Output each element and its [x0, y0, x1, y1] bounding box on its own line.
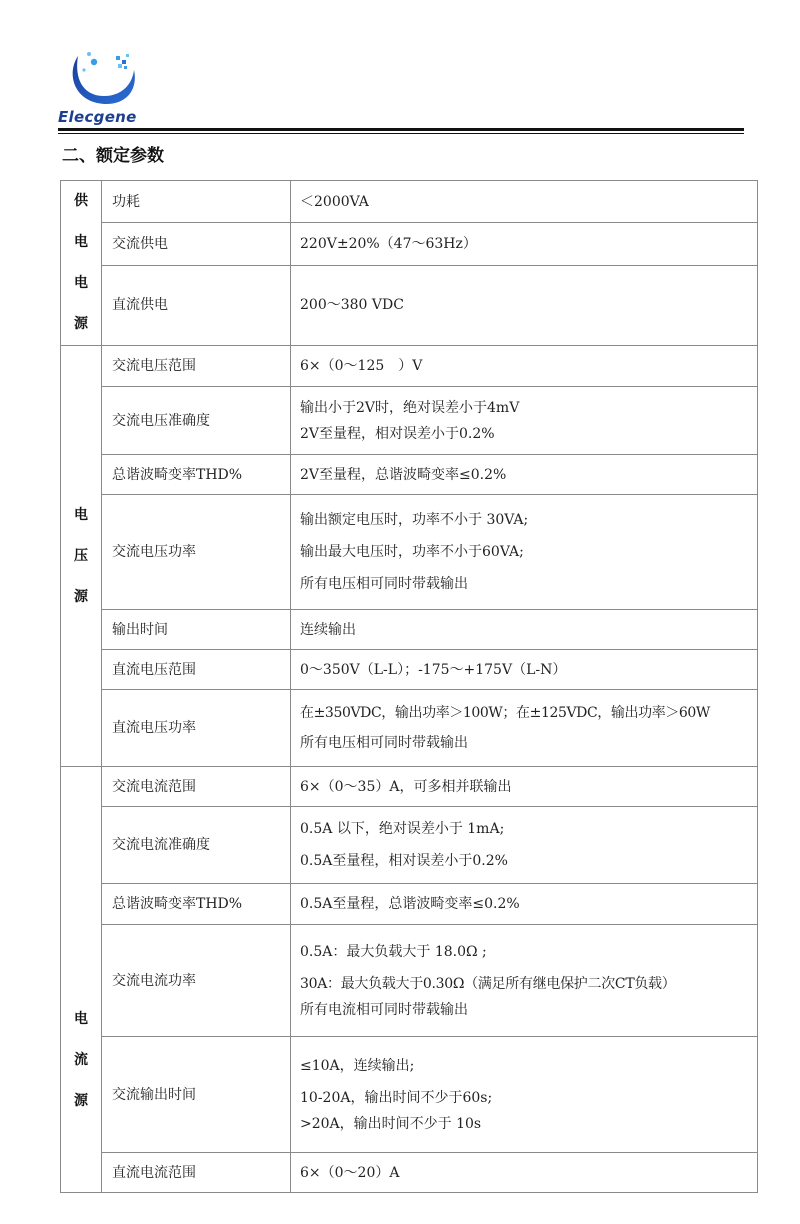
table-row	[61, 387, 758, 455]
param-name: 直流电流范围	[102, 1153, 291, 1193]
table-row	[61, 1153, 758, 1193]
company-logo	[58, 46, 158, 128]
group-current-source: 电 流 源	[61, 767, 102, 1193]
group-power-supply: 供 电 电 源	[61, 181, 102, 346]
group-voltage-source: 电 压 源	[61, 346, 102, 767]
param-name: 交流电流准确度	[102, 807, 291, 884]
param-value: 6×（0～20）A	[291, 1153, 758, 1193]
param-name: 直流供电	[102, 265, 291, 345]
param-value: 220V±20%（47～63Hz）	[291, 223, 758, 265]
param-value: 6×（0～125 ）V	[291, 346, 758, 387]
param-name: 直流电压功率	[102, 690, 291, 767]
param-value: 6×（0～35）A，可多相并联输出	[291, 767, 758, 807]
param-value: ＜2000VA	[291, 181, 758, 223]
param-value: 2V至量程，总谐波畸变率≤0.2%	[291, 455, 758, 495]
logo-emblem-icon	[58, 46, 158, 108]
param-value: 输出额定电压时，功率不小于 30VA; 输出最大电压时，功率不小于60VA; 所有电压相可同时带载输出	[291, 495, 758, 610]
param-value: 0.5A至量程，总谐波畸变率≤0.2%	[291, 884, 758, 925]
param-value: 200～380 VDC	[291, 265, 758, 345]
param-value: ≤10A，连续输出; 10-20A，输出时间不少于60s; >20A，输出时间不少于 10s	[291, 1037, 758, 1153]
param-name: 交流电流范围	[102, 767, 291, 807]
header-rule-thin	[58, 133, 744, 134]
param-name: 总谐波畸变率THD%	[102, 884, 291, 925]
table-row	[61, 807, 758, 884]
param-name: 交流电压准确度	[102, 387, 291, 455]
param-name: 交流供电	[102, 223, 291, 265]
table-row	[61, 346, 758, 387]
section-title: 二、额定参数	[62, 146, 164, 166]
header-rule-thick	[58, 128, 744, 131]
param-name: 交流电压范围	[102, 346, 291, 387]
param-name: 功耗	[102, 181, 291, 223]
table-row	[61, 650, 758, 690]
table-row	[61, 925, 758, 1037]
table-row	[61, 884, 758, 925]
param-value: 连续输出	[291, 610, 758, 650]
param-name: 直流电压范围	[102, 650, 291, 690]
param-name: 交流电压功率	[102, 495, 291, 610]
param-name: 输出时间	[102, 610, 291, 650]
table-row	[61, 223, 758, 265]
table-row	[61, 610, 758, 650]
table-row	[61, 265, 758, 345]
param-name: 交流电流功率	[102, 925, 291, 1037]
param-value: 输出小于2V时，绝对误差小于4mV 2V至量程，相对误差小于0.2%	[291, 387, 758, 455]
param-value: 0.5A：最大负载大于 18.0Ω ; 30A：最大负载大于0.30Ω（满足所有继电保护二次CT负载） 所有电流相可同时带载输出	[291, 925, 758, 1037]
param-value: 0～350V（L-L）；-175～+175V（L-N）	[291, 650, 758, 690]
param-name: 总谐波畸变率THD%	[102, 455, 291, 495]
logo-wordmark: Elecgene	[58, 108, 137, 126]
table-row	[61, 181, 758, 223]
table-row	[61, 455, 758, 495]
table-row	[61, 495, 758, 610]
param-value: 在±350VDC，输出功率＞100W；在±125VDC，输出功率＞60W 所有电压相可同时带载输出	[291, 690, 758, 767]
param-name: 交流输出时间	[102, 1037, 291, 1153]
rated-parameters-table	[60, 180, 758, 1193]
table-row	[61, 767, 758, 807]
param-value: 0.5A 以下，绝对误差小于 1mA; 0.5A至量程，相对误差小于0.2%	[291, 807, 758, 884]
table-row	[61, 1037, 758, 1153]
table-row	[61, 690, 758, 767]
